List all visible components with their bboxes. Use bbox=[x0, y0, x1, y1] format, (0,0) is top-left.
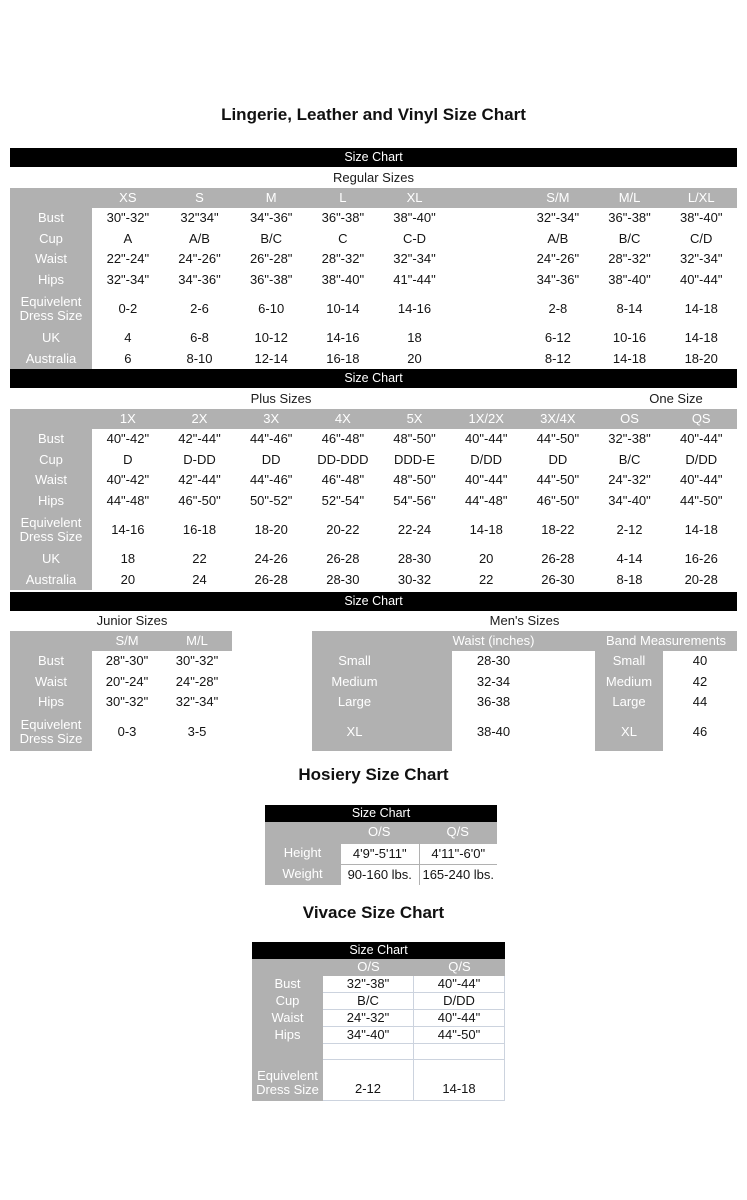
size-cell: 16-26 bbox=[665, 549, 737, 570]
size-cell: 41"-44" bbox=[379, 270, 451, 291]
size-cell: 6-10 bbox=[235, 290, 307, 328]
corner-cell bbox=[10, 409, 92, 429]
column-header: L bbox=[307, 188, 379, 208]
row-label: Large bbox=[595, 692, 663, 713]
size-chart-bar: Size Chart bbox=[10, 369, 737, 388]
size-cell: 52"-54" bbox=[307, 491, 379, 512]
table-row bbox=[10, 229, 737, 250]
size-cell: 6-12 bbox=[522, 328, 594, 349]
row-label: Bust bbox=[10, 429, 92, 450]
row-label: Hips bbox=[10, 692, 92, 713]
plus-sizes-subtitle-row bbox=[10, 388, 737, 409]
size-cell: 40"-44" bbox=[665, 429, 737, 450]
size-cell: 46"-50" bbox=[164, 491, 236, 512]
corner-cell bbox=[10, 631, 92, 651]
size-cell: 6-8 bbox=[164, 328, 236, 349]
size-chart-bar: Size Chart bbox=[252, 942, 505, 959]
size-cell: A/B bbox=[164, 229, 236, 250]
size-cell: 28-30 bbox=[307, 570, 379, 591]
size-cell: 32"-34" bbox=[665, 249, 737, 270]
size-cell: 20-28 bbox=[665, 570, 737, 591]
size-cell: 24"-26" bbox=[522, 249, 594, 270]
table-row bbox=[10, 651, 232, 672]
size-cell: 34"-40" bbox=[594, 491, 666, 512]
one-size-label: One Size bbox=[649, 391, 703, 406]
row-label: Waist bbox=[252, 1010, 323, 1027]
size-cell: 20 bbox=[450, 549, 522, 570]
size-cell: B/C bbox=[323, 993, 414, 1010]
size-cell: 28-30 bbox=[379, 549, 451, 570]
size-cell: 8-18 bbox=[594, 570, 666, 591]
size-cell: 36"-38" bbox=[235, 270, 307, 291]
row-label: XL bbox=[312, 713, 452, 751]
row-label: Small bbox=[595, 651, 663, 672]
size-cell: 10-12 bbox=[235, 328, 307, 349]
size-cell: 30-32 bbox=[379, 570, 451, 591]
size-cell: 44"-46" bbox=[235, 429, 307, 450]
row-label: Waist bbox=[10, 672, 92, 693]
row-label: Equivelent Dress Size bbox=[10, 713, 92, 751]
size-cell: 42"-44" bbox=[164, 470, 236, 491]
size-cell: 44"-48" bbox=[92, 491, 164, 512]
table-row bbox=[252, 1027, 505, 1044]
size-cell: 42"-44" bbox=[164, 429, 236, 450]
size-cell: D/DD bbox=[665, 450, 737, 471]
size-cell: 2-12 bbox=[594, 511, 666, 549]
size-cell: B/C bbox=[594, 450, 666, 471]
row-label: Cup bbox=[10, 229, 92, 250]
row-label: Medium bbox=[595, 672, 663, 693]
size-cell: C-D bbox=[379, 229, 451, 250]
band-cell: 44 bbox=[663, 692, 737, 713]
mens-sizes-table bbox=[312, 611, 737, 751]
size-cell: 24"-26" bbox=[164, 249, 236, 270]
size-cell: 165-240 lbs. bbox=[419, 864, 498, 885]
size-cell: 20"-24" bbox=[92, 672, 162, 693]
header-row bbox=[10, 631, 232, 651]
size-cell bbox=[450, 229, 522, 250]
size-cell bbox=[450, 349, 522, 370]
vivace-title: Vivace Size Chart bbox=[302, 902, 445, 922]
junior-sizes-table bbox=[10, 611, 232, 751]
column-header: 3X bbox=[235, 409, 307, 429]
table-row bbox=[252, 1060, 505, 1101]
junior-sizes-grid bbox=[10, 631, 232, 751]
size-cell: 6 bbox=[92, 349, 164, 370]
waist-cell: 32-34 bbox=[452, 672, 595, 693]
column-header: L/XL bbox=[665, 188, 737, 208]
table-row bbox=[312, 672, 737, 693]
size-chart-bar: Size Chart bbox=[265, 805, 497, 822]
size-cell: 14-18 bbox=[414, 1060, 505, 1101]
size-cell: 20 bbox=[379, 349, 451, 370]
size-cell: 14-18 bbox=[665, 328, 737, 349]
table-row bbox=[10, 470, 737, 491]
size-cell: 14-18 bbox=[450, 511, 522, 549]
row-label: Hips bbox=[10, 491, 92, 512]
size-cell: 46"-48" bbox=[307, 470, 379, 491]
row-label: Equivelent Dress Size bbox=[10, 511, 92, 549]
table-row bbox=[312, 651, 737, 672]
hosiery-title: Hosiery Size Chart bbox=[298, 764, 449, 784]
size-cell: 8-14 bbox=[594, 290, 666, 328]
row-label: Hips bbox=[252, 1027, 323, 1044]
size-cell: 40"-44" bbox=[414, 1010, 505, 1027]
vivace-table bbox=[252, 942, 505, 1101]
size-cell: D-DD bbox=[164, 450, 236, 471]
table-row bbox=[265, 864, 497, 885]
corner-cell bbox=[10, 188, 92, 208]
row-label: Equivelent Dress Size bbox=[10, 290, 92, 328]
size-cell: C bbox=[307, 229, 379, 250]
size-cell: 2-8 bbox=[522, 290, 594, 328]
size-cell: A/B bbox=[522, 229, 594, 250]
table-row bbox=[10, 672, 232, 693]
size-cell: DD bbox=[235, 450, 307, 471]
size-cell: 26-28 bbox=[307, 549, 379, 570]
size-cell: 40"-44" bbox=[414, 976, 505, 993]
row-label: Bust bbox=[10, 651, 92, 672]
size-cell: 2-12 bbox=[323, 1060, 414, 1101]
row-label: Cup bbox=[10, 450, 92, 471]
size-cell: 28"-32" bbox=[307, 249, 379, 270]
size-cell: 18 bbox=[92, 549, 164, 570]
row-label: Australia bbox=[10, 570, 92, 591]
header-row bbox=[265, 822, 497, 843]
size-cell: 32"-34" bbox=[162, 692, 232, 713]
size-cell: 0-2 bbox=[92, 290, 164, 328]
size-cell: 90-160 lbs. bbox=[340, 864, 419, 885]
column-header bbox=[450, 188, 522, 208]
size-cell: 32"-34" bbox=[379, 249, 451, 270]
mens-sizes-subtitle: Men's Sizes bbox=[489, 613, 560, 628]
size-cell: 18-20 bbox=[665, 349, 737, 370]
header-row bbox=[252, 959, 505, 976]
size-cell: 30"-32" bbox=[92, 208, 164, 229]
table-row bbox=[10, 328, 737, 349]
row-label: Bust bbox=[10, 208, 92, 229]
size-cell: 34"-36" bbox=[235, 208, 307, 229]
size-cell: 44"-50" bbox=[522, 470, 594, 491]
column-header: XL bbox=[379, 188, 451, 208]
row-label: Large bbox=[312, 692, 452, 713]
row-label: Small bbox=[312, 651, 452, 672]
size-cell: 32"-38" bbox=[594, 429, 666, 450]
size-cell: 4'11"-6'0" bbox=[419, 843, 498, 864]
size-cell: 32"-34" bbox=[522, 208, 594, 229]
size-cell: 54"-56" bbox=[379, 491, 451, 512]
size-cell: 44"-50" bbox=[665, 491, 737, 512]
column-header: 4X bbox=[307, 409, 379, 429]
size-cell: 14-16 bbox=[379, 290, 451, 328]
size-cell: 8-12 bbox=[522, 349, 594, 370]
column-header: M/L bbox=[162, 631, 232, 651]
size-cell: 48"-50" bbox=[379, 470, 451, 491]
header-row bbox=[10, 409, 737, 429]
size-cell: 34"-36" bbox=[164, 270, 236, 291]
size-cell: 14-18 bbox=[665, 290, 737, 328]
column-header: S bbox=[164, 188, 236, 208]
band-header: Band Measurements bbox=[595, 631, 737, 651]
column-header: S/M bbox=[522, 188, 594, 208]
size-cell: 14-16 bbox=[307, 328, 379, 349]
junior-sizes-subtitle: Junior Sizes bbox=[96, 613, 168, 628]
table-row bbox=[10, 570, 737, 591]
table-row bbox=[10, 249, 737, 270]
waist-cell: 28-30 bbox=[452, 651, 595, 672]
size-cell: 36"-38" bbox=[307, 208, 379, 229]
hosiery-table bbox=[265, 805, 497, 885]
size-cell: 40"-42" bbox=[92, 429, 164, 450]
size-cell: 32"-34" bbox=[92, 270, 164, 291]
column-header: 5X bbox=[379, 409, 451, 429]
row-label: Medium bbox=[312, 672, 452, 693]
row-label: UK bbox=[10, 328, 92, 349]
size-cell: 28"-32" bbox=[594, 249, 666, 270]
table-row bbox=[10, 349, 737, 370]
size-cell: 40"-44" bbox=[450, 470, 522, 491]
row-label: UK bbox=[10, 549, 92, 570]
column-header: 1X/2X bbox=[450, 409, 522, 429]
size-cell: 14-18 bbox=[665, 511, 737, 549]
size-cell: 18-22 bbox=[522, 511, 594, 549]
table-row bbox=[252, 976, 505, 993]
size-cell: 22 bbox=[164, 549, 236, 570]
corner-cell bbox=[312, 631, 452, 651]
size-cell: 12-14 bbox=[235, 349, 307, 370]
size-cell: 38"-40" bbox=[594, 270, 666, 291]
page-title: Lingerie, Leather and Vinyl Size Chart bbox=[221, 105, 526, 124]
size-cell: 34"-36" bbox=[522, 270, 594, 291]
size-cell bbox=[450, 249, 522, 270]
table-row bbox=[10, 549, 737, 570]
size-cell: 18 bbox=[379, 328, 451, 349]
size-cell: 38"-40" bbox=[307, 270, 379, 291]
plus-sizes-table bbox=[10, 369, 737, 590]
vivace-grid bbox=[252, 959, 505, 1101]
size-cell: 40"-44" bbox=[665, 270, 737, 291]
size-cell: 34"-40" bbox=[323, 1027, 414, 1044]
column-header: Q/S bbox=[419, 822, 498, 843]
corner-cell bbox=[252, 959, 323, 976]
waist-cell: 36-38 bbox=[452, 692, 595, 713]
plus-sizes-label: Plus Sizes bbox=[250, 391, 312, 406]
table-row bbox=[252, 1044, 505, 1060]
size-cell: 20 bbox=[92, 570, 164, 591]
header-row bbox=[312, 631, 737, 651]
size-cell: 8-10 bbox=[164, 349, 236, 370]
size-cell: DDD-E bbox=[379, 450, 451, 471]
size-chart-bar: Size Chart bbox=[10, 148, 737, 167]
size-cell: DD bbox=[522, 450, 594, 471]
size-cell: D/DD bbox=[414, 993, 505, 1010]
row-label bbox=[252, 1044, 323, 1060]
size-cell: 32"-38" bbox=[323, 976, 414, 993]
table-row bbox=[312, 692, 737, 713]
size-cell: 0-3 bbox=[92, 713, 162, 751]
size-cell: DD-DDD bbox=[307, 450, 379, 471]
band-cell: 40 bbox=[663, 651, 737, 672]
size-cell: 3-5 bbox=[162, 713, 232, 751]
row-label: Equivelent Dress Size bbox=[252, 1060, 323, 1101]
size-cell: 22"-24" bbox=[92, 249, 164, 270]
size-cell: 44"-46" bbox=[235, 470, 307, 491]
column-header: M/L bbox=[594, 188, 666, 208]
size-cell: 24-26 bbox=[235, 549, 307, 570]
size-chart-bar: Size Chart bbox=[10, 592, 737, 611]
column-header: 1X bbox=[92, 409, 164, 429]
size-cell: 28"-30" bbox=[92, 651, 162, 672]
table-row bbox=[252, 1010, 505, 1027]
size-cell: A bbox=[92, 229, 164, 250]
corner-cell bbox=[265, 822, 340, 843]
size-cell: 10-14 bbox=[307, 290, 379, 328]
size-cell bbox=[450, 290, 522, 328]
size-cell: 36"-38" bbox=[594, 208, 666, 229]
size-cell: 44"-48" bbox=[450, 491, 522, 512]
table-row bbox=[10, 429, 737, 450]
size-cell: 46"-50" bbox=[522, 491, 594, 512]
size-cell: 26"-28" bbox=[235, 249, 307, 270]
table-row bbox=[10, 270, 737, 291]
size-cell bbox=[450, 328, 522, 349]
table-row bbox=[10, 491, 737, 512]
column-header: QS bbox=[665, 409, 737, 429]
size-cell: 24 bbox=[164, 570, 236, 591]
mens-sizes-grid bbox=[312, 631, 737, 751]
table-row bbox=[10, 692, 232, 713]
size-cell: 22 bbox=[450, 570, 522, 591]
size-cell: 2-6 bbox=[164, 290, 236, 328]
table-row bbox=[10, 511, 737, 549]
size-cell: B/C bbox=[235, 229, 307, 250]
size-cell: 18-20 bbox=[235, 511, 307, 549]
column-header: 3X/4X bbox=[522, 409, 594, 429]
size-cell: D/DD bbox=[450, 450, 522, 471]
row-label: Bust bbox=[252, 976, 323, 993]
column-header: XS bbox=[92, 188, 164, 208]
size-cell: C/D bbox=[665, 229, 737, 250]
size-cell: 30"-32" bbox=[162, 651, 232, 672]
regular-sizes-subtitle: Regular Sizes bbox=[333, 170, 414, 185]
table-row bbox=[252, 993, 505, 1010]
size-cell: 26-28 bbox=[522, 549, 594, 570]
size-cell: 26-28 bbox=[235, 570, 307, 591]
junior-mens-section bbox=[0, 592, 747, 751]
row-label: XL bbox=[595, 713, 663, 751]
size-cell: 4'9"-5'11" bbox=[340, 843, 419, 864]
regular-sizes-grid bbox=[10, 188, 737, 369]
band-cell: 42 bbox=[663, 672, 737, 693]
size-cell: 20-22 bbox=[307, 511, 379, 549]
column-header: S/M bbox=[92, 631, 162, 651]
table-row bbox=[312, 713, 737, 751]
column-header: Q/S bbox=[414, 959, 505, 976]
size-cell: 14-16 bbox=[92, 511, 164, 549]
plus-sizes-grid bbox=[10, 409, 737, 590]
row-label: Hips bbox=[10, 270, 92, 291]
size-cell: B/C bbox=[594, 229, 666, 250]
waist-header: Waist (inches) bbox=[452, 631, 595, 651]
size-cell: 40"-44" bbox=[665, 470, 737, 491]
size-cell: 24"-28" bbox=[162, 672, 232, 693]
table-row bbox=[10, 208, 737, 229]
size-cell: 38"-40" bbox=[665, 208, 737, 229]
size-cell bbox=[450, 208, 522, 229]
size-cell: 46"-48" bbox=[307, 429, 379, 450]
size-cell: 38"-40" bbox=[379, 208, 451, 229]
row-label: Waist bbox=[10, 249, 92, 270]
size-cell: 24"-32" bbox=[594, 470, 666, 491]
size-cell: 22-24 bbox=[379, 511, 451, 549]
column-header: 2X bbox=[164, 409, 236, 429]
size-cell: 30"-32" bbox=[92, 692, 162, 713]
row-label: Australia bbox=[10, 349, 92, 370]
table-row bbox=[10, 713, 232, 751]
size-cell: 44"-50" bbox=[414, 1027, 505, 1044]
size-cell: 50"-52" bbox=[235, 491, 307, 512]
size-cell: 16-18 bbox=[164, 511, 236, 549]
size-cell: 4 bbox=[92, 328, 164, 349]
size-cell: 44"-50" bbox=[522, 429, 594, 450]
table-row bbox=[10, 290, 737, 328]
column-header: O/S bbox=[340, 822, 419, 843]
column-header: OS bbox=[594, 409, 666, 429]
size-cell: 40"-42" bbox=[92, 470, 164, 491]
row-label: Cup bbox=[252, 993, 323, 1010]
size-cell bbox=[450, 270, 522, 291]
table-row bbox=[10, 450, 737, 471]
size-cell: 40"-44" bbox=[450, 429, 522, 450]
hosiery-grid bbox=[265, 822, 497, 885]
column-header: M bbox=[235, 188, 307, 208]
row-label: Waist bbox=[10, 470, 92, 491]
header-row bbox=[10, 188, 737, 208]
size-cell: 14-18 bbox=[594, 349, 666, 370]
size-cell: 26-30 bbox=[522, 570, 594, 591]
waist-cell: 38-40 bbox=[452, 713, 595, 751]
size-cell: 4-14 bbox=[594, 549, 666, 570]
size-cell: D bbox=[92, 450, 164, 471]
table-row bbox=[265, 843, 497, 864]
size-cell: 16-18 bbox=[307, 349, 379, 370]
column-header: O/S bbox=[323, 959, 414, 976]
size-cell: 10-16 bbox=[594, 328, 666, 349]
band-cell: 46 bbox=[663, 713, 737, 751]
size-cell: 32"34" bbox=[164, 208, 236, 229]
regular-sizes-table bbox=[10, 148, 737, 369]
size-cell bbox=[323, 1044, 414, 1060]
size-cell: 24"-32" bbox=[323, 1010, 414, 1027]
size-cell: 48"-50" bbox=[379, 429, 451, 450]
row-label: Weight bbox=[265, 864, 340, 885]
row-label: Height bbox=[265, 843, 340, 864]
size-cell bbox=[414, 1044, 505, 1060]
